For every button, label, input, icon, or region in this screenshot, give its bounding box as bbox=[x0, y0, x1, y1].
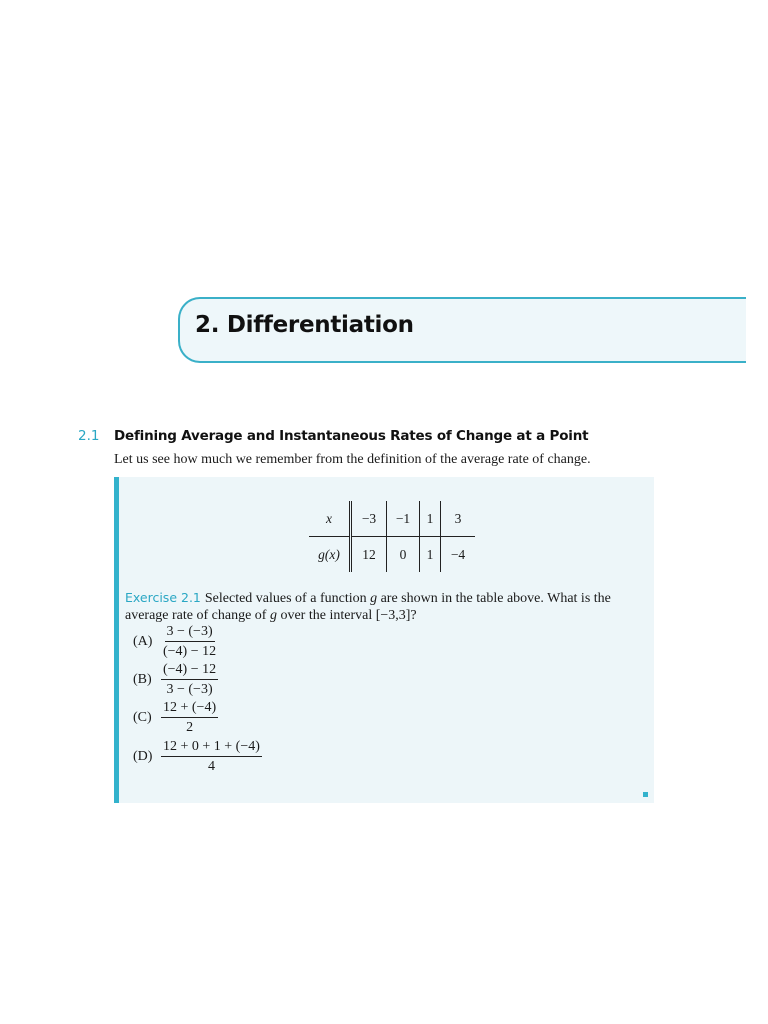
choice-b[interactable] bbox=[133, 661, 218, 698]
table-header-x: x bbox=[309, 501, 351, 537]
choice-fraction bbox=[161, 623, 218, 660]
exercise-text-3: over the interval [−3,3]? bbox=[276, 608, 417, 623]
choice-d[interactable] bbox=[133, 738, 262, 775]
end-of-exercise-marker bbox=[643, 792, 648, 797]
fraction-denominator: (−4) − 12 bbox=[163, 644, 217, 659]
table-cell: 3 bbox=[441, 501, 476, 537]
choice-letter: (D) bbox=[133, 748, 153, 764]
table-cell: −3 bbox=[351, 501, 387, 537]
table-cell: −1 bbox=[387, 501, 420, 537]
table-cell: −4 bbox=[450, 546, 466, 562]
table-row-g bbox=[309, 537, 475, 573]
fraction-numerator: 3 − (−3) bbox=[165, 623, 215, 642]
section-title: Defining Average and Instantaneous Rates of Change at a Point bbox=[114, 428, 589, 444]
fraction-numerator: (−4) − 12 bbox=[161, 661, 218, 680]
choice-fraction bbox=[161, 699, 218, 736]
table-row-x bbox=[309, 501, 475, 537]
table-cell: 12 bbox=[351, 537, 387, 573]
fraction-denominator: 3 − (−3) bbox=[166, 682, 213, 697]
fraction-numerator: 12 + 0 + 1 + (−4) bbox=[161, 738, 262, 757]
section-heading bbox=[78, 428, 588, 444]
function-variable: g bbox=[370, 591, 378, 606]
exercise-box bbox=[114, 477, 654, 803]
choice-fraction bbox=[161, 661, 218, 698]
chapter-title: 2. Differentiation bbox=[195, 312, 414, 338]
choice-c[interactable] bbox=[133, 699, 218, 736]
exercise-text-2: are shown in the table above. What is the average rate of change of bbox=[125, 591, 611, 623]
table-cell: 1 bbox=[420, 537, 441, 573]
fraction-denominator: 2 bbox=[186, 720, 194, 735]
table-cell: 1 bbox=[420, 501, 441, 537]
table-cell: 0 bbox=[387, 537, 420, 573]
values-table bbox=[309, 501, 475, 572]
choice-letter: (C) bbox=[133, 709, 152, 725]
table-header-g: g(x) bbox=[309, 537, 351, 573]
exercise-label: Exercise 2.1 bbox=[125, 590, 201, 605]
fraction-denominator: 4 bbox=[207, 759, 215, 774]
choice-fraction bbox=[161, 738, 262, 775]
exercise-prompt bbox=[125, 589, 653, 624]
section-number: 2.1 bbox=[78, 428, 100, 444]
choice-letter: (B) bbox=[133, 671, 152, 687]
intro-paragraph: Let us see how much we remember from the definition of the average rate of change. bbox=[114, 452, 591, 467]
exercise-text-1: Selected values of a function bbox=[204, 591, 371, 606]
fraction-numerator: 12 + (−4) bbox=[161, 699, 218, 718]
choice-letter: (A) bbox=[133, 633, 153, 649]
chapter-header bbox=[178, 297, 746, 363]
function-variable: g bbox=[269, 608, 277, 623]
choice-a[interactable] bbox=[133, 623, 218, 660]
